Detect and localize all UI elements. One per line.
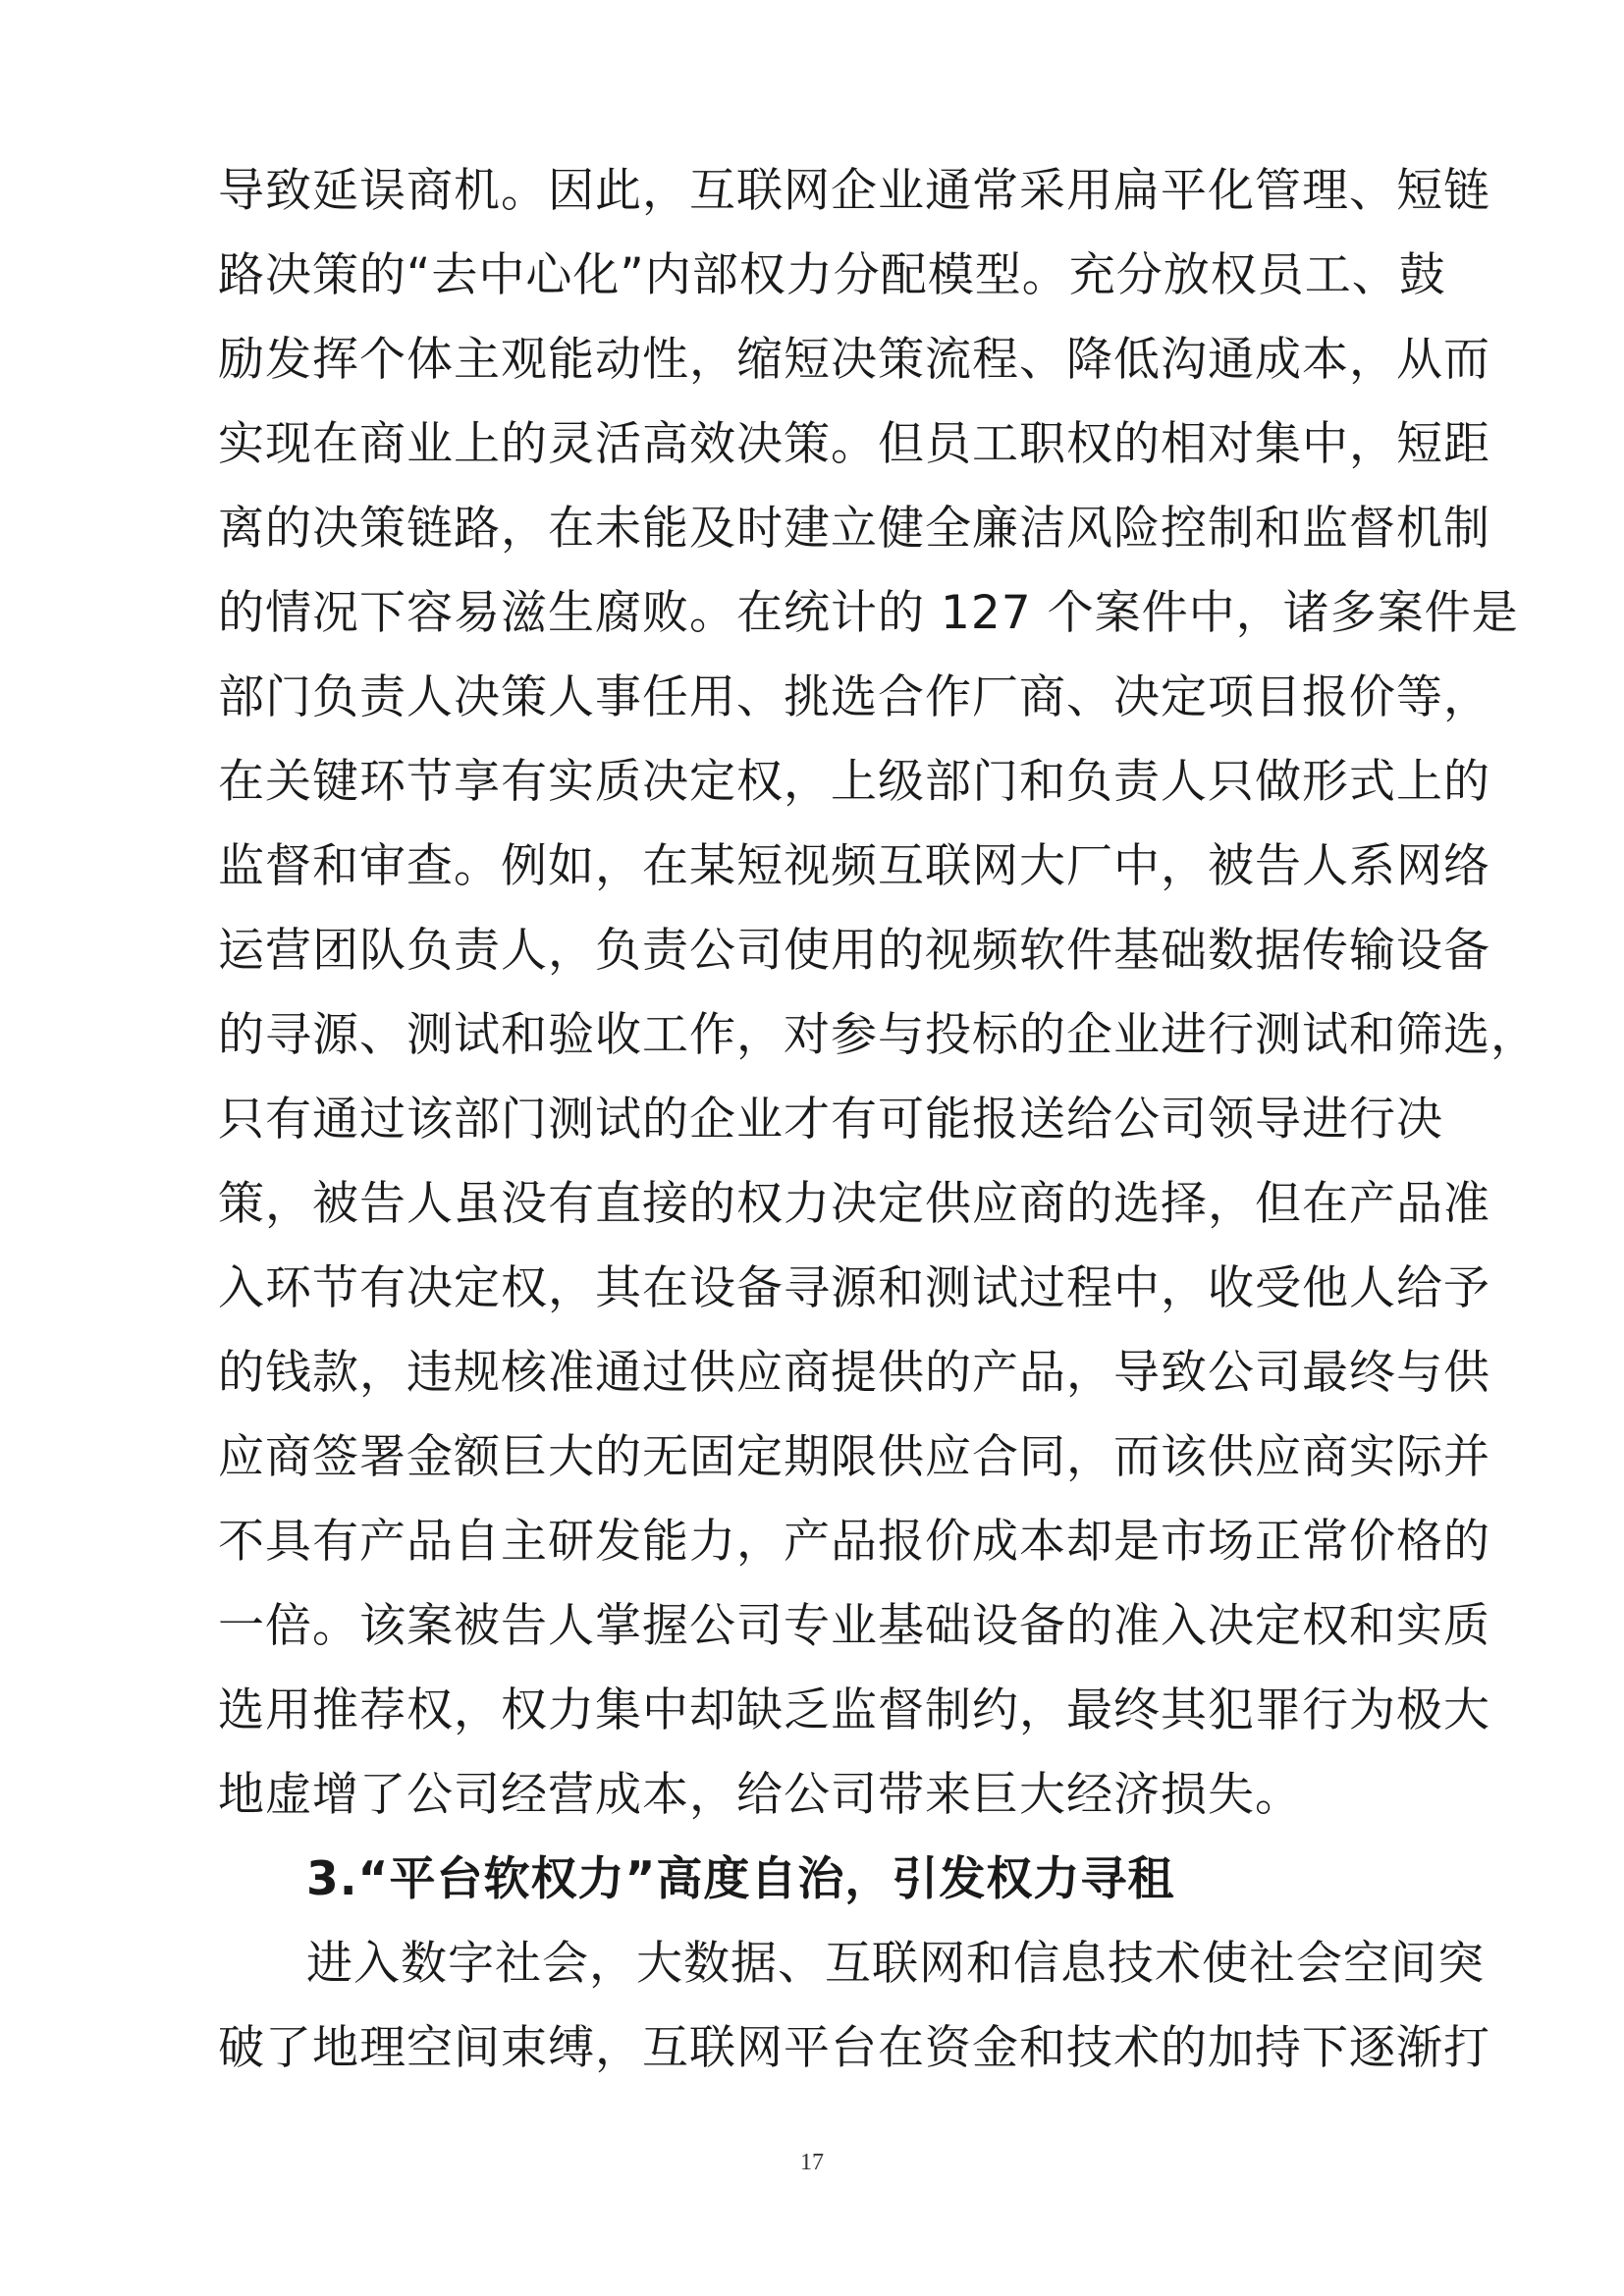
text-line: 只有通过该部门测试的企业才有可能报送给公司领导进行决 — [218, 1093, 1443, 1147]
text-line: 策，被告人虽没有直接的权力决定供应商的选择，但在产品准 — [218, 1177, 1490, 1231]
body-text — [218, 149, 1538, 2091]
text-line: 励发挥个体主观能动性，缩短决策流程、降低沟通成本，从而 — [218, 333, 1490, 387]
text-line: 不具有产品自主研发能力，产品报价成本却是市场正常价格的 — [218, 1515, 1490, 1569]
text-line: 地虚增了公司经营成本，给公司带来巨大经济损失。 — [218, 1768, 1302, 1822]
text-line: 入环节有决定权，其在设备寻源和测试过程中，收受他人给予 — [218, 1261, 1490, 1315]
text-line: 应商签署金额巨大的无固定期限供应合同，而该供应商实际并 — [218, 1430, 1490, 1484]
text-line: 选用推荐权，权力集中却缺乏监督制约，最终其犯罪行为极大 — [218, 1683, 1490, 1737]
text-line: 在关键环节享有实质决定权，上级部门和负责人只做形式上的 — [218, 755, 1490, 809]
text-line: 离的决策链路，在未能及时建立健全廉洁风险控制和监督机制 — [218, 502, 1490, 556]
text-line: 的寻源、测试和验收工作，对参与投标的企业进行测试和筛选， — [218, 1008, 1538, 1062]
page-number: 17 — [800, 2150, 824, 2175]
section-heading: 3.“平台软权力”高度自治，引发权力寻租 — [306, 1852, 1175, 1906]
text-line: 运营团队负责人，负责公司使用的视频软件基础数据传输设备 — [218, 924, 1490, 978]
text-line: 的钱款，违规核准通过供应商提供的产品，导致公司最终与供 — [218, 1346, 1490, 1400]
text-line: 的情况下容易滋生腐败。在统计的 127 个案件中，诸多案件是 — [218, 586, 1519, 640]
text-line: 破了地理空间束缚，互联网平台在资金和技术的加持下逐渐打 — [218, 2021, 1490, 2075]
text-line: 部门负责人决策人事任用、挑选合作厂商、决定项目报价等， — [218, 670, 1490, 724]
text-line: 一倍。该案被告人掌握公司专业基础设备的准入决定权和实质 — [218, 1599, 1490, 1653]
text-line: 实现在商业上的灵活高效决策。但员工职权的相对集中，短距 — [218, 417, 1490, 471]
text-line: 监督和审查。例如，在某短视频互联网大厂中，被告人系网络 — [218, 839, 1490, 893]
text-line: 导致延误商机。因此，互联网企业通常采用扁平化管理、短链 — [218, 164, 1490, 218]
text-line: 路决策的“去中心化”内部权力分配模型。充分放权员工、鼓 — [218, 248, 1446, 302]
text-line: 进入数字社会，大数据、互联网和信息技术使社会空间突 — [306, 1937, 1485, 1991]
